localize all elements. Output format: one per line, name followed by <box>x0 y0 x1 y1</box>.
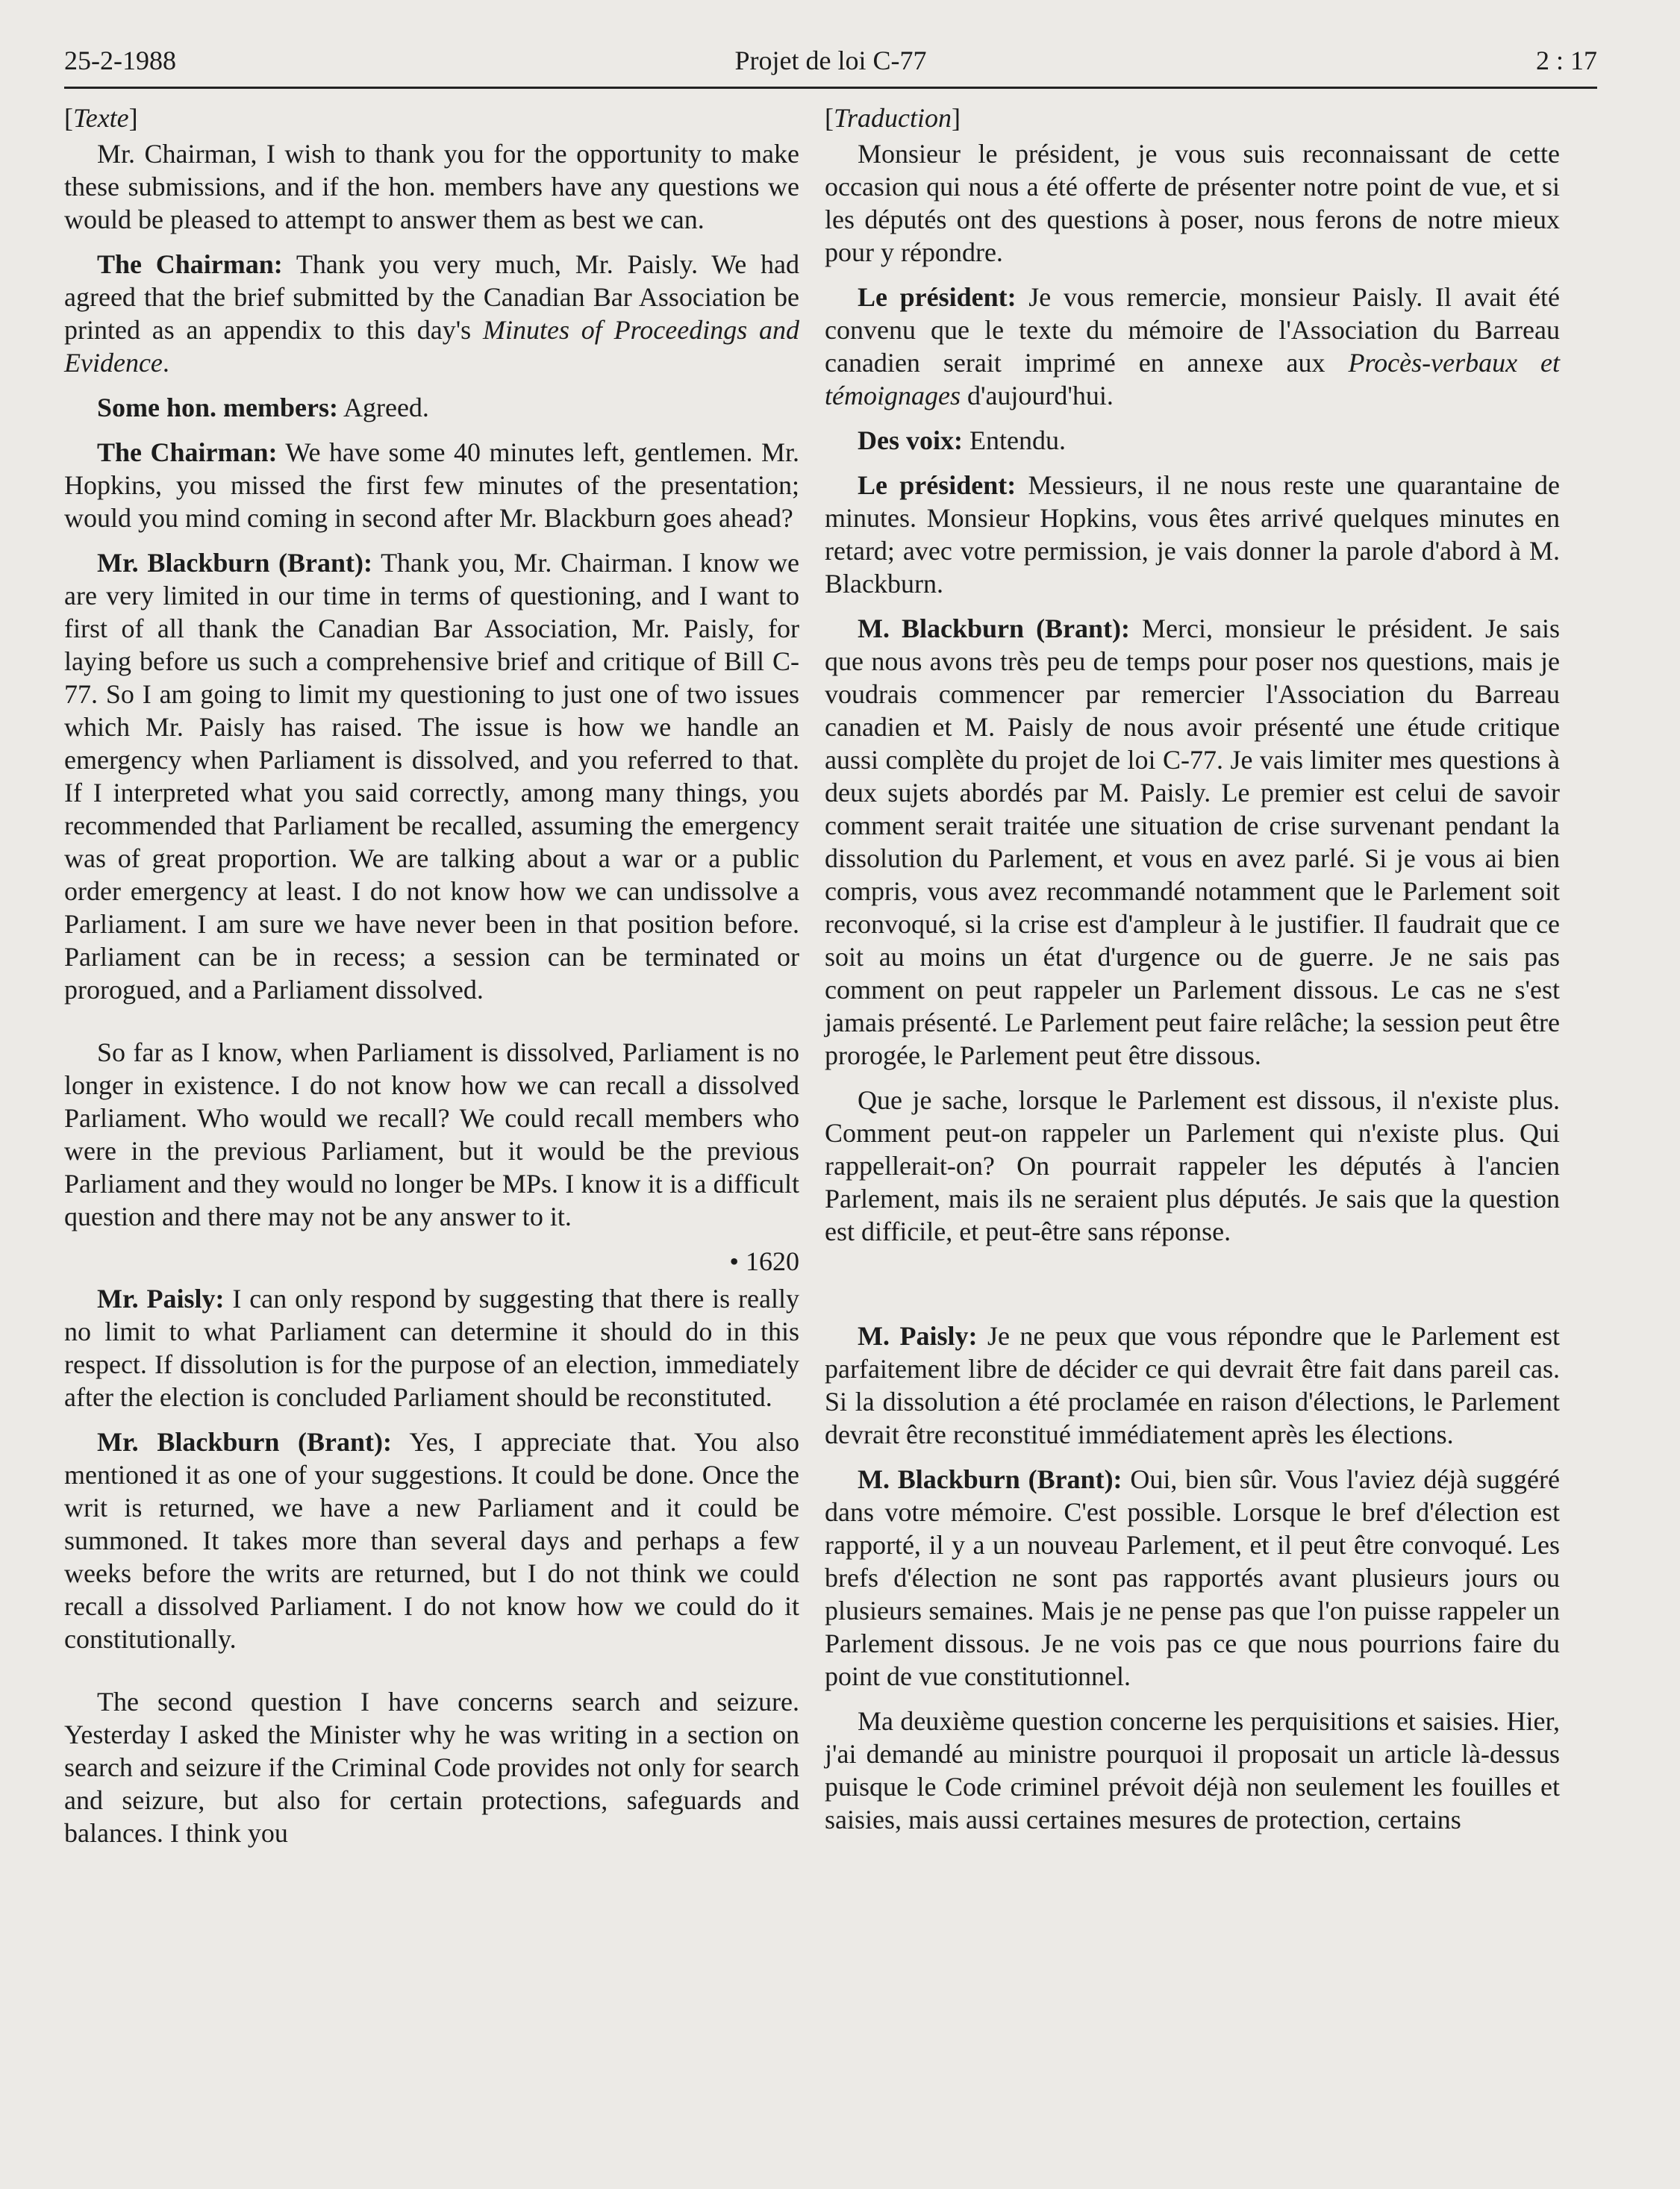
french-column <box>825 102 1560 1848</box>
english-paragraph-4 <box>64 436 799 534</box>
english-paragraph-6 <box>64 1036 799 1233</box>
french-paragraph-8 <box>825 1463 1560 1693</box>
speaker-name: The Chairman: <box>97 249 283 279</box>
speaker-name: Some hon. members: <box>97 393 338 422</box>
english-paragraph-3 <box>64 391 799 424</box>
speaker-name: Mr. Blackburn (Brant): <box>97 1427 393 1457</box>
paragraph-text: Entendu. <box>969 425 1066 455</box>
header-rule <box>64 87 1597 89</box>
english-paragraph-7 <box>64 1282 799 1414</box>
french-paragraph-7 <box>825 1320 1560 1451</box>
english-paragraph-9 <box>64 1685 799 1849</box>
speaker-name: M. Blackburn (Brant): <box>858 1464 1122 1494</box>
paragraph-text: Mr. Chairman, I wish to thank you for the opportunity to make these submissions, and if the hon. members have any questions we would be pleased to attempt to answer them as best we can. <box>64 139 799 234</box>
french-paragraph-4 <box>825 469 1560 600</box>
speaker-name: Mr. Blackburn (Brant): <box>97 548 373 578</box>
speaker-name: Le président: <box>858 470 1017 500</box>
paragraph-text: Thank you, Mr. Chairman. I know we are very limited in our time in terms of questioning, and I want to first of all thank the Canadian Bar Association, Mr. Paisly, for laying before us such a comprehensive brief and critique of Bill C-77. So I am going to limit my questioning to just one of two issues which Mr. Paisly has raised. The issue is how we handle an emergency when Parliament is dissolved, and you referred to that. If I interpreted what you said correctly, among many things, you recommended that Parliament be recalled, assuming the emergency was of great proportion. We are talking about a war or a public order emergency at least. I do not know how we can undissolve a Parliament. I am sure we have never been in that position before. Parliament can be in recess; a session can be terminated or prorogued, and a Parliament dissolved. <box>64 548 799 1005</box>
french-tag-line: [Traduction] <box>825 103 961 133</box>
paragraph-text: Oui, bien sûr. Vous l'aviez déjà suggéré dans votre mémoire. C'est possible. Lorsque le bref d'élection est rapporté, il y a un nouveau Parlement, et il peut être convoqué. Les brefs d'élection ne sont pas rapportés avant plusieurs jours ou plusieurs semaines. Mais je ne pense pas que l'on puisse rappeler un Parlement dissous. Je ne vois pas ce que nous pourrions faire du point de vue constitutionnel. <box>825 1464 1561 1691</box>
paragraph-text: Je vous remercie, monsieur Paisly. Il avait été convenu que le texte du mémoire de l'Association du Barreau canadien serait imprimé en annexe aux <box>825 282 1561 378</box>
french-paragraph-1 <box>825 137 1560 269</box>
italic-title: Procès-verbaux et témoignages <box>825 348 1561 410</box>
paragraph-text: Ma deuxième question concerne les perquisitions et saisies. Hier, j'ai demandé au ministre pourquoi il proposait un article là-dessus puisque le Code criminel prévoit déjà non seulement les fouilles et saisies, mais aussi certaines mesures de protection, certains <box>825 1706 1560 1834</box>
english-tag: Texte <box>73 103 129 133</box>
english-column <box>64 102 799 1861</box>
speaker-name: Mr. Paisly: <box>97 1284 225 1314</box>
header-title: Projet de loi C-77 <box>734 46 927 75</box>
paragraph-text: I can only respond by suggesting that there is really no limit to what Parliament can determine it should do in this respect. If dissolution is for the purpose of an election, immediately after the election is concluded Parliament should be reconstituted. <box>64 1284 799 1412</box>
paragraph-end: d'aujourd'hui. <box>960 381 1114 410</box>
paragraph-text: Yes, I appreciate that. You also mentioned it as one of your suggestions. It could be done. Once the writ is returned, we have a new Parliament and it could be summoned. It takes more than several days and perhaps a few weeks before the writs are returned, but I do not think we could recall a dissolved Parliament. I do not know how we could do it constitutionally. <box>64 1427 799 1654</box>
paragraph-text: The second question I have concerns search and seizure. Yesterday I asked the Minister why he was writing in a section on search and seizure if the Criminal Code provides not only for search and seizure, but also for certain protections, safeguards and balances. I think you <box>64 1687 799 1848</box>
french-paragraph-2 <box>825 281 1560 412</box>
paragraph-text: Agreed. <box>343 393 429 422</box>
speaker-name: M. Blackburn (Brant): <box>858 613 1131 643</box>
speaker-name: Des voix: <box>858 425 963 455</box>
paragraph-text: Thank you very much, Mr. Paisly. We had agreed that the brief submitted by the Canadian Bar Association be printed as an appendix to this day's <box>64 249 799 345</box>
paragraph-text: We have some 40 minutes left, gentlemen. Mr. Hopkins, you missed the first few minutes of the presentation; would you mind coming in second after Mr. Blackburn goes ahead? <box>64 437 799 533</box>
english-tag-line: [Texte] <box>64 103 138 133</box>
french-paragraph-6 <box>825 1084 1560 1248</box>
header-date: 25-2-1988 <box>64 46 176 75</box>
paragraph-end: . <box>162 348 169 378</box>
header-page-number: 2 : 17 <box>1535 46 1597 75</box>
french-paragraph-9 <box>825 1705 1560 1836</box>
speaker-name: The Chairman: <box>97 437 278 467</box>
paragraph-text: Messieurs, il ne nous reste une quarantaine de minutes. Monsieur Hopkins, vous êtes arrivé quelques minutes en retard; avec votre permission, je vais donner la parole d'abord à M. Blackburn. <box>825 470 1560 599</box>
speaker-name: M. Paisly: <box>858 1321 978 1351</box>
english-paragraph-5 <box>64 546 799 1006</box>
speaker-name: Le président: <box>858 282 1017 312</box>
english-paragraph-2 <box>64 248 799 379</box>
paragraph-text: So far as I know, when Parliament is dissolved, Parliament is no longer in existence. I do not know how we can recall a dissolved Parliament. Who would we recall? We could recall members who were in the previous Parliament, but it would be the previous Parliament and they would no longer be MPs. I know it is a difficult question and there may not be any answer to it. <box>64 1037 799 1231</box>
paragraph-text: Que je sache, lorsque le Parlement est dissous, il n'existe plus. Comment peut-on rappeler un Parlement qui n'existe plus. Qui rappellerait-on? On pourrait rappeler les députés à l'ancien Parlement, mais ils ne seraient plus députés. Je sais que la question est difficile, et peut-être sans réponse. <box>825 1085 1560 1246</box>
time-marker: • 1620 <box>729 1246 799 1276</box>
english-paragraph-8 <box>64 1425 799 1655</box>
italic-title: Minutes of Proceedings and Evidence <box>64 315 800 378</box>
paragraph-text: Je ne peux que vous répondre que le Parlement est parfaitement libre de décider ce qui devrait être fait dans pareil cas. Si la dissolution a été proclamée en raison d'élections, le Parlement devrait être reconstitué immédiatement après les élections. <box>825 1321 1560 1449</box>
paragraph-text: Merci, monsieur le président. Je sais que nous avons très peu de temps pour poser nos questions, mais je voudrais commencer par remercier l'Association du Barreau canadien et M. Paisly de nous avoir présenté une étude critique aussi complète du projet de loi C-77. Je vais limiter mes questions à deux sujets abordés par M. Paisly. Le premier est celui de savoir comment serait traitée une situation de crise survenant pendant la dissolution du Parlement, et vous en avez parlé. Si je vous ai bien compris, vous avez recommandé notamment que le Parlement soit reconvoqué, si la crise est d'ampleur à le justifier. Il faudrait que ce soit au moins un état d'urgence ou de guerre. Je ne sais pas comment on peut rappeler un Parlement dissous. Le cas ne s'est jamais présenté. Le Parlement peut faire relâche; la session peut être prorogée, le Parlement peut être dissous. <box>825 613 1560 1070</box>
paragraph-text: Monsieur le président, je vous suis reconnaissant de cette occasion qui nous a été offerte de présenter notre point de vue, et si les députés ont des questions à poser, nous ferons de notre mieux pour y répondre. <box>825 139 1560 267</box>
english-paragraph-1 <box>64 137 799 236</box>
french-paragraph-5 <box>825 612 1560 1072</box>
french-paragraph-3 <box>825 424 1560 457</box>
french-tag: Traduction <box>834 103 952 133</box>
page-header <box>64 39 1597 85</box>
